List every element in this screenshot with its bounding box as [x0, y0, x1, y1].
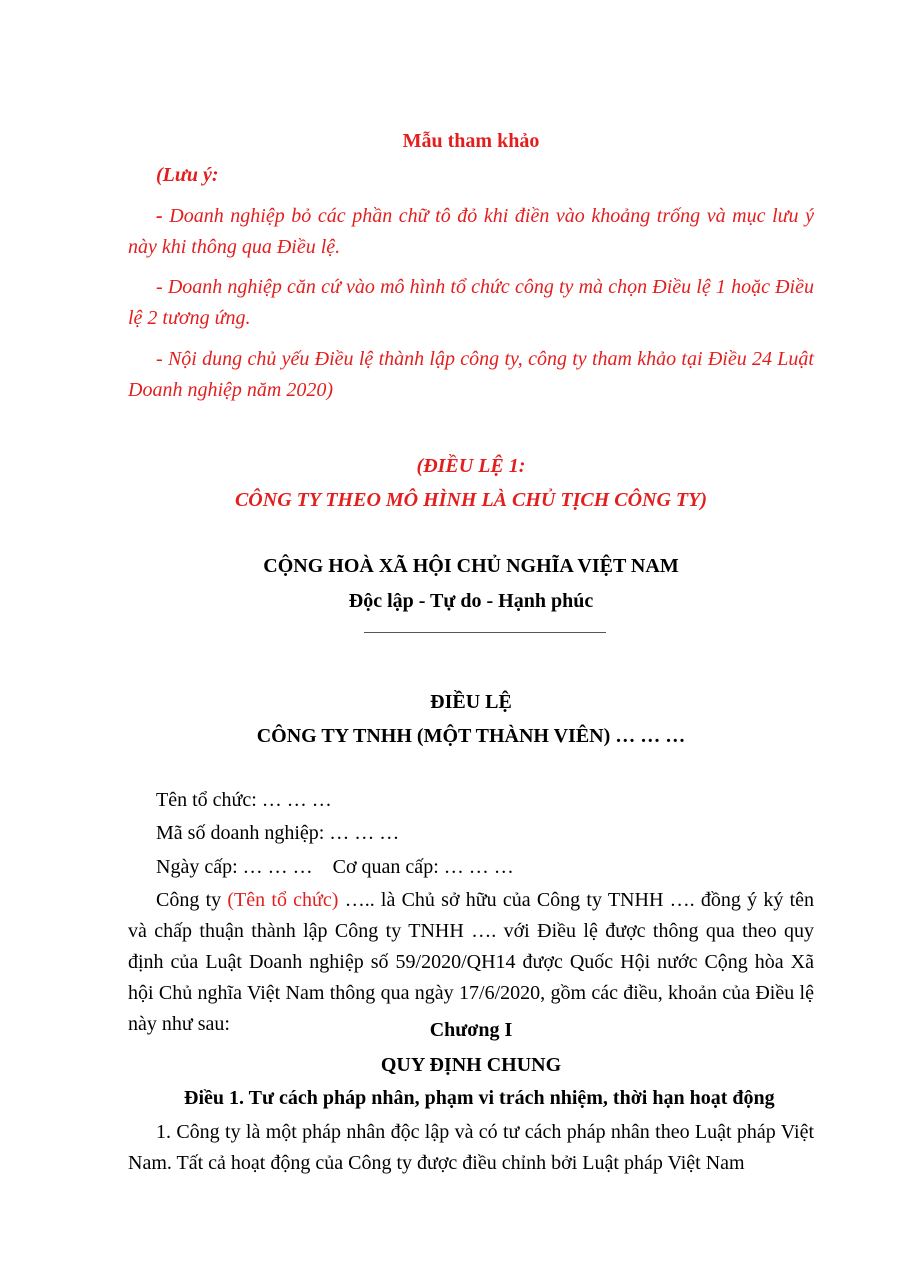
note-dash: - — [156, 205, 163, 227]
intro-part2: ….. là Chủ sở hữu của Công ty TNHH …. đồng ý ký tên và chấp thuận thành lập Công ty TNHH …. với Điều lệ được thông qua theo quy định của Luật Doanh nghiệp số 59/2020/QH14 được Quốc Hội nước Cộng hòa Xã hội Chủ nghĩa Việt Nam thông qua ngày 17/6/2020, gồm các điều, khoản của Điều lệ này như sau: — [128, 889, 815, 1035]
chapter-title: QUY ĐỊNH CHUNG — [380, 1054, 562, 1076]
intro-red-placeholder: (Tên tổ chức) — [227, 889, 339, 911]
note-heading-text: Lưu ý: — [162, 164, 219, 186]
issuer-text: Cơ quan cấp: … … … — [332, 856, 514, 878]
note-item-2: - Doanh nghiệp căn cứ vào mô hình tổ chức công ty mà chọn Điều lệ 1 hoặc Điều lệ 2 tương ứng. — [128, 276, 814, 329]
field-org-name: Tên tổ chức: … … … — [156, 789, 332, 811]
national-motto: Độc lập - Tự do - Hạnh phúc — [348, 590, 594, 612]
note-heading — [156, 160, 814, 191]
sample-title: Mẫu tham khảo — [402, 130, 540, 152]
issue-date-text: Ngày cấp: … … … — [156, 856, 313, 878]
note-item-3: - Nội dung chủ yếu Điều lệ thành lập công ty, công ty tham khảo tại Điều 24 Luật Doanh nghiệp năm 2020) — [128, 348, 814, 401]
charter-variant-line2: CÔNG TY THEO MÔ HÌNH LÀ CHỦ TỊCH CÔNG TY) — [234, 489, 708, 511]
note-text: Doanh nghiệp bỏ các phần chữ tô đỏ khi điền vào khoảng trống và mục lưu ý này khi thông qua Điều lệ. — [128, 205, 815, 258]
note-heading-paren: ( — [156, 164, 163, 186]
intro-part1: Công ty — [156, 889, 222, 911]
article-1-clause-1: 1. Công ty là một pháp nhân độc lập và có tư cách pháp nhân theo Luật pháp Việt Nam. Tất cả hoạt động của Công ty được điều chỉnh bởi Luật pháp Việt Nam — [128, 1121, 814, 1174]
note-item-1 — [128, 201, 814, 263]
charter-company: CÔNG TY TNHH (MỘT THÀNH VIÊN) … … … — [256, 725, 686, 747]
chapter-number: Chương I — [429, 1019, 513, 1041]
field-business-code: Mã số doanh nghiệp: … … … — [156, 822, 400, 844]
charter-variant-line1: (ĐIỀU LỆ 1: — [416, 455, 526, 477]
field-issue-date — [128, 852, 814, 883]
article-1-title: Điều 1. Tư cách pháp nhân, phạm vi trách nhiệm, thời hạn hoạt động — [184, 1087, 775, 1109]
motto-underline — [364, 632, 606, 633]
charter-title: ĐIỀU LỆ — [430, 691, 512, 713]
national-title: CỘNG HOÀ XÃ HỘI CHỦ NGHĨA VIỆT NAM — [263, 555, 679, 577]
